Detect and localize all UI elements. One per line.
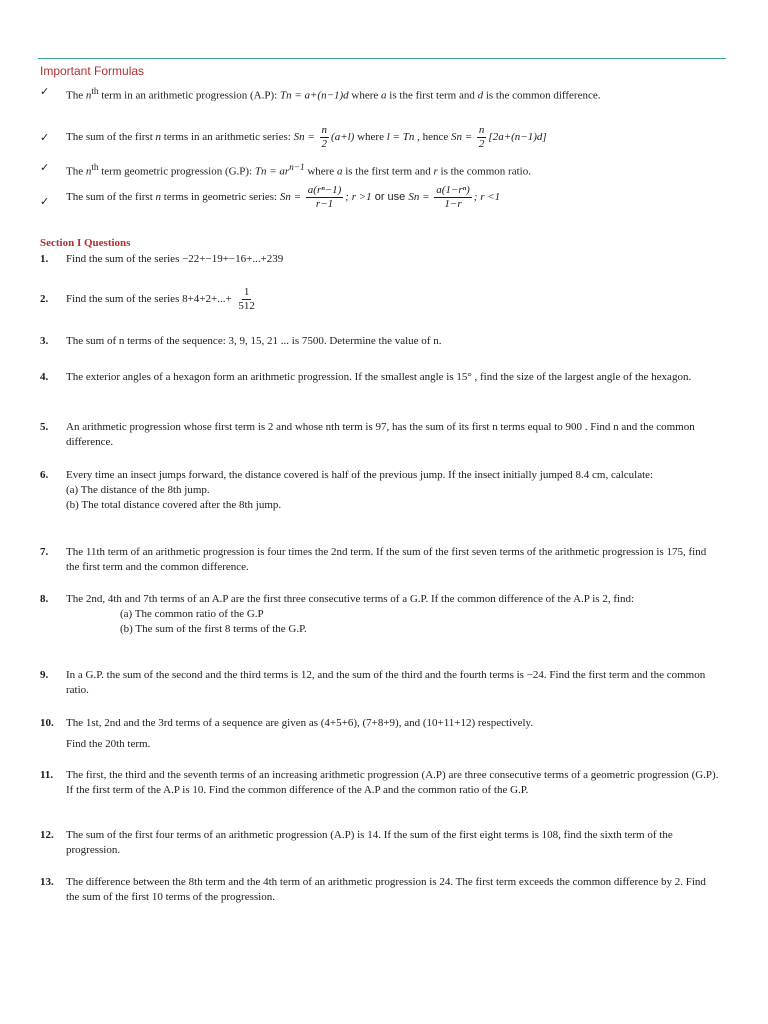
formula-ap-nth-term: ✓ The $n^{th}$ term in an arithmetic progression (A.P): Tn = a+(n−1)d where a is the first term and d is the common difference.: [40, 85, 601, 102]
question-item: 12. The sum of the first four terms of an arithmetic progression (A.P) is 14. If the sum of the first eight terms is 108, find the sixth term of the progression.: [40, 829, 673, 856]
fraction: $\frac{n}{2}$: [321, 124, 328, 150]
checkmark-icon: ✓: [40, 195, 50, 208]
question-item: 11. The first, the third and the seventh terms of an increasing arithmetic progression (A.P) are three consecutive terms of a geometric progression (G.P). If the first term of the A.P is 10. Find the common difference of the A.P and the common ratio of the G.P.: [40, 769, 719, 796]
checkmark-icon: ✓: [40, 131, 50, 144]
fraction: $\frac{1}{512}$: [238, 286, 255, 312]
question-item: 13. The difference between the 8th term and the 4th term of an arithmetic progression is 24. The first term exceeds the common difference by 2. Find the sum of the first 10 terms of the progression.: [40, 876, 706, 903]
gp-nth-term-formula: Tn = ar: [254, 165, 290, 178]
formula-gp-sum: ✓ The sum of the first n terms in geometric series: Sn = $\frac{\text{a(rⁿ−1)}}{r-1}$ ; r >1 or use Sn = $\frac{\text{a(1−rⁿ)}}{1-r}$ ; r <1: [40, 184, 501, 210]
question-item: 1. Find the sum of the series −22+−19+−16+...+239: [40, 253, 284, 265]
question-subpart: (a) The common ratio of the G.P: [120, 608, 264, 620]
question-subpart: (a) The distance of the 8th jump.: [66, 484, 210, 496]
question-subpart: (b) The sum of the first 8 terms of the G.P.: [120, 623, 307, 635]
formulas-heading: Important Formulas: [40, 64, 145, 78]
fraction: $\frac{\text{a(1−rⁿ)}}{1-r}$: [436, 184, 470, 210]
question-item: 2. Find the sum of the series 8+4+2+...+ $\frac{1}{512}$: [40, 286, 255, 312]
question-item: 5. An arithmetic progression whose first term is 2 and whose nth term is 97, has the sum of its first n terms equal to 900 . Find n and the common difference.: [40, 421, 695, 448]
checkmark-icon: ✓: [40, 85, 50, 98]
question-item: 6. Every time an insect jumps forward, the distance covered is half of the previous jump. If the insect initially jumped 8.4 cm, calculate: (a) The distance of the 8th jump. (b) The total distance covered after the 8th jump.: [40, 468, 720, 513]
question-item: 8. The 2nd, 4th and 7th terms of an A.P are the first three consecutive terms of a G.P. If the common difference of the A.P is 2, find: (a) The common ratio of the G.P (b) The sum of the first 8 terms of the G.P.: [40, 592, 720, 637]
formula-gp-nth-term: ✓ The $n^{th}$ term geometric progression (G.P): $Tn = ar^{n-1}$ where a is the first term and r is the common ratio.: [40, 161, 531, 178]
question-item: 3. The sum of n terms of the sequence: 3, 9, 15, 21 ... is 7500. Determine the value of n.: [40, 335, 442, 347]
checkmark-icon: ✓: [40, 161, 50, 174]
ap-nth-term-formula: Tn = a+(n−1)d: [279, 89, 349, 102]
section-heading: Section I Questions: [40, 237, 131, 249]
question-item: 9. In a G.P. the sum of the second and the third terms is 12, and the sum of the third and the fourth terms is −24. Find the first term and the common ratio.: [40, 669, 706, 696]
fraction: $\frac{\text{a(rⁿ−1)}}{r-1}$: [307, 184, 342, 210]
fraction: $\frac{n}{2}$: [478, 124, 485, 150]
question-item: 4. The exterior angles of a hexagon form an arithmetic progression. If the smallest angle is 15° , find the size of the largest angle of the hexagon.: [40, 371, 692, 383]
formula-ap-sum: ✓ The sum of the first n terms in an arithmetic series: Sn = $\frac{n}{2}$ (a+l) where l = Tn , hence Sn = $\frac{n}{2}$ [2a+(n−1)d]: [40, 124, 547, 150]
question-subpart: (b) The total distance covered after the 8th jump.: [66, 499, 282, 511]
question-item: 7. The 11th term of an arithmetic progression is four times the 2nd term. If the sum of the first seven terms of the arithmetic progression is 175, find the first term and the common difference.: [40, 546, 707, 573]
top-rule: [38, 58, 726, 59]
question-item: 10. The 1st, 2nd and the 3rd terms of a sequence are given as (4+5+6), (7+8+9), and (10+11+12) respectively. Find the 20th term.: [40, 717, 534, 750]
